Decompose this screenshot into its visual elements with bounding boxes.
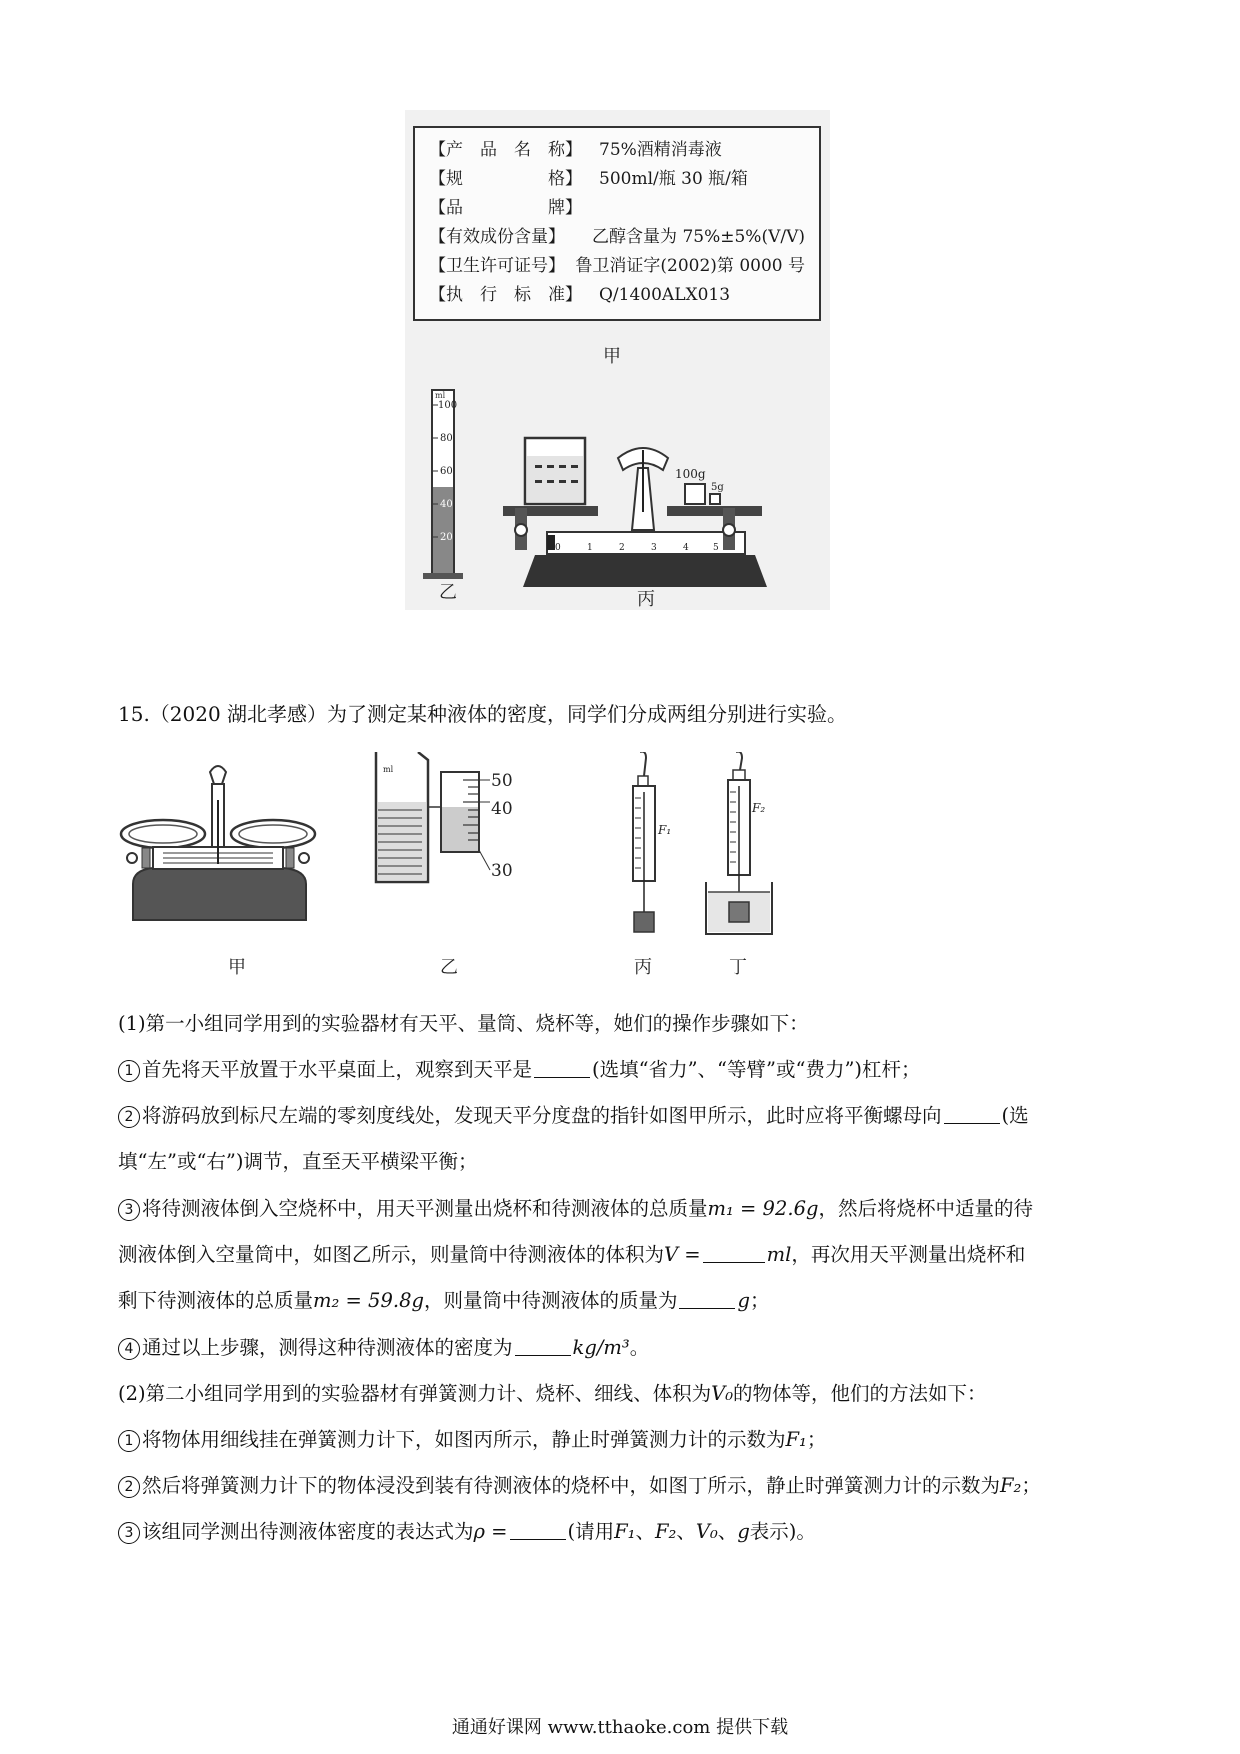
cylinder-unit: ml [435, 391, 446, 400]
tick-label: 20 [440, 532, 453, 543]
scale-num: 2 [619, 543, 625, 553]
f2-label: F₂ [752, 801, 766, 815]
label-row: 【执 行 标 准】 Q/1400ALX013 [429, 285, 731, 305]
answer-blank[interactable] [703, 1244, 765, 1263]
line-part2-intro: (2)第二小组同学用到的实验器材有弹簧测力计、烧杯、细线、体积为V₀的物体等，他们的方法如下： [118, 1382, 987, 1405]
step4-line: 4 通过以上步骤，测得这种待测液体的密度为 kg/m³。 [118, 1334, 649, 1362]
answer-blank[interactable] [515, 1337, 571, 1356]
label-row: 【品 牌】 [429, 198, 582, 218]
product-label [413, 126, 821, 321]
label-row: 【规 格】 500ml/瓶 30 瓶/箱 [429, 169, 748, 189]
caption-bing: 丙 [634, 957, 652, 978]
step3-line: 3 将待测液体倒入空烧杯中，用天平测量出烧杯和待测液体的总质量m₁ = 92.6g，然后将烧杯中适量的待 [118, 1195, 1033, 1223]
footer: 通通好课网 www.tthaoke.com 提供下载 [451, 1717, 789, 1738]
step3-line-3: 剩下待测液体的总质量m₂ = 59.8g，则量筒中待测液体的质量为 g； [118, 1289, 770, 1312]
label-row: 【卫生许可证号】 鲁卫消证字(2002)第 0000 号 [429, 256, 805, 276]
graduated-cylinder [423, 390, 463, 579]
tick-label: 40 [440, 499, 453, 510]
step-number: 3 [118, 1522, 140, 1544]
zoom-tick-label: 40 [491, 799, 513, 819]
step-number: 1 [118, 1430, 140, 1452]
answer-blank[interactable] [534, 1059, 590, 1078]
cylinder-yi [376, 752, 513, 882]
answer-blank[interactable] [679, 1290, 735, 1309]
unit-g: g [737, 1289, 750, 1312]
spring-scale-ding [706, 752, 772, 934]
scale-num: 3 [651, 543, 657, 553]
step1-line: 1 首先将天平放置于水平桌面上，观察到天平是 (选填“省力”、“等臂”或“费力”)杠杆； [118, 1056, 921, 1084]
volume-v0: V₀ [711, 1382, 734, 1405]
top-apparatus-drawing [405, 380, 830, 610]
mass-100-label: 100g [675, 467, 706, 481]
caption-yi: 乙 [440, 957, 458, 978]
part2-step2-line: 2 然后将弹簧测力计下的物体浸没到装有待测液体的烧杯中，如图丁所示，静止时弹簧测力计的示数为F₂； [118, 1472, 1041, 1500]
caption-bing: 丙 [637, 589, 655, 610]
caption-jia: 甲 [603, 346, 621, 367]
answer-blank[interactable] [510, 1521, 566, 1540]
volume-symbol: V = [664, 1243, 701, 1266]
density-symbol: ρ = [473, 1520, 508, 1543]
spring-scale-bing [633, 752, 671, 932]
scale-num: 1 [587, 543, 593, 553]
step2-line-cont: 填“左”或“右”)调节，直至天平横梁平衡； [118, 1150, 478, 1173]
caption-jia: 甲 [228, 957, 246, 978]
mass-m1: m₁ = 92.6g [707, 1197, 819, 1220]
figure-top [405, 110, 830, 610]
step-number: 3 [118, 1199, 140, 1221]
label-row: 【产 品 名 称】 75%酒精消毒液 [429, 140, 722, 160]
scale-num: 4 [683, 543, 689, 553]
tick-label: 60 [440, 466, 453, 477]
part2-step1-line: 1 将物体用细线挂在弹簧测力计下，如图丙所示，静止时弹簧测力计的示数为F₁； [118, 1426, 826, 1454]
step-number: 2 [118, 1106, 140, 1128]
cylinder-unit-label: ml [383, 765, 394, 774]
step-number: 1 [118, 1060, 140, 1082]
tick-label: 80 [440, 433, 453, 444]
caption-yi: 乙 [439, 582, 457, 603]
f1-label: F₁ [658, 823, 672, 837]
answer-blank[interactable] [944, 1105, 1000, 1124]
balance-jia [121, 766, 315, 920]
scale-num: 0 [555, 543, 561, 553]
unit-density: kg/m³ [572, 1336, 630, 1359]
unit-ml: ml [766, 1243, 792, 1266]
question-title: 15.（2020 湖北孝感）为了测定某种液体的密度，同学们分成两组分别进行实验。 [118, 702, 848, 726]
line-part1-intro: (1)第一小组同学用到的实验器材有天平、量筒、烧杯等，她们的操作步骤如下： [118, 1012, 809, 1035]
mass-5-label: 5g [711, 482, 724, 493]
force-f2: F₂ [1000, 1474, 1022, 1497]
scale-num: 5 [713, 543, 719, 553]
zoom-tick-label: 30 [491, 861, 513, 881]
label-row: 【有效成份含量】 乙醇含量为 75%±5%(V/V) [429, 227, 805, 247]
zoom-tick-label: 50 [491, 771, 513, 791]
mass-m2: m₂ = 59.8g [313, 1289, 424, 1312]
figure-apparatus [118, 752, 898, 977]
force-f1: F₁ [785, 1428, 807, 1451]
step3-line-2: 测液体倒入空量筒中，如图乙所示，则量筒中待测液体的体积为V = ml，再次用天平测量出烧杯和 [118, 1243, 1026, 1266]
step2-line: 2 将游码放到标尺左端的零刻度线处，发现天平分度盘的指针如图甲所示，此时应将平衡螺母向 (选 [118, 1102, 1029, 1130]
step-number: 4 [118, 1338, 140, 1360]
step-number: 2 [118, 1476, 140, 1498]
caption-ding: 丁 [729, 957, 747, 978]
balance-drawing [503, 438, 767, 587]
tick-label: 100 [438, 400, 458, 411]
part2-step3-line: 3 该组同学测出待测液体密度的表达式为ρ = (请用F₁、F₂、V₀、g表示)。 [118, 1518, 816, 1546]
